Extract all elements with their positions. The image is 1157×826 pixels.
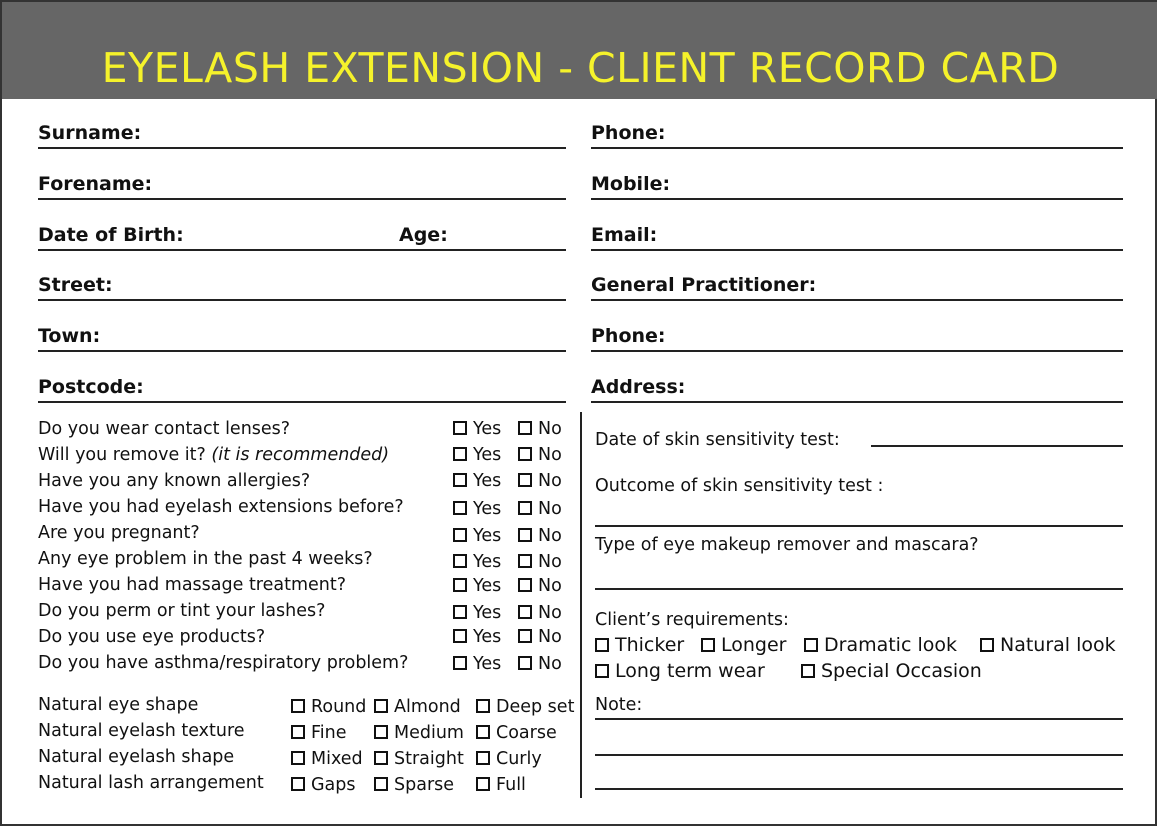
checkbox-icon [804, 638, 818, 652]
requirement-natural-look[interactable]: Natural look [980, 633, 1116, 657]
requirement-thicker[interactable]: Thicker [595, 633, 684, 657]
checkbox-icon [453, 447, 467, 461]
town-field[interactable] [38, 314, 566, 352]
checkbox-icon [453, 554, 467, 568]
no-checkbox-7[interactable]: No [518, 574, 562, 598]
note-line-2[interactable] [595, 754, 1123, 756]
requirement-long-term-wear[interactable]: Long term wear [595, 659, 765, 683]
yes-checkbox-5[interactable]: Yes [453, 524, 501, 548]
checkbox-icon [453, 421, 467, 435]
checkbox-icon [374, 725, 388, 739]
checkbox-icon [453, 528, 467, 542]
note-label: Note: [595, 695, 643, 715]
checkbox-icon [453, 578, 467, 592]
checkbox-icon [476, 699, 490, 713]
option-round[interactable]: Round [291, 695, 366, 719]
skin-test-date-label: Date of skin sensitivity test: [595, 430, 840, 450]
question-eye-problem: Any eye problem in the past 4 weeks? [38, 549, 373, 569]
address-label: Address: [591, 376, 686, 398]
checkbox-icon [291, 725, 305, 739]
no-checkbox-4[interactable]: No [518, 497, 562, 521]
date-of-birth-field[interactable] [38, 213, 566, 251]
question-remove-lenses-note: (it is recommended) [211, 445, 390, 465]
checkbox-icon [453, 605, 467, 619]
yes-checkbox-7[interactable]: Yes [453, 574, 501, 598]
question-pregnant: Are you pregnant? [38, 523, 200, 543]
postcode-label: Postcode: [38, 376, 144, 398]
skin-test-date-line[interactable] [871, 445, 1123, 447]
checkbox-icon [374, 699, 388, 713]
question-massage: Have you had massage treatment? [38, 575, 347, 595]
checkbox-icon [518, 629, 532, 643]
checkbox-icon [453, 629, 467, 643]
checkbox-icon [291, 751, 305, 765]
requirement-special-occasion[interactable]: Special Occasion [801, 659, 982, 683]
general-practitioner-label: General Practitioner: [591, 274, 817, 296]
natural-lash-arrangement-label: Natural lash arrangement [38, 773, 264, 793]
date-of-birth-label: Date of Birth: [38, 224, 184, 246]
no-checkbox-9[interactable]: No [518, 625, 562, 649]
no-checkbox-1[interactable]: No [518, 417, 562, 441]
checkbox-icon [291, 777, 305, 791]
option-gaps[interactable]: Gaps [291, 773, 356, 797]
address-field[interactable] [591, 365, 1123, 403]
checkbox-icon [595, 664, 609, 678]
option-sparse[interactable]: Sparse [374, 773, 454, 797]
checkbox-icon [518, 501, 532, 515]
checkbox-icon [980, 638, 994, 652]
option-full[interactable]: Full [476, 773, 526, 797]
no-checkbox-8[interactable]: No [518, 601, 562, 625]
checkbox-icon [453, 473, 467, 487]
natural-eyelash-texture-label: Natural eyelash texture [38, 721, 245, 741]
no-checkbox-3[interactable]: No [518, 469, 562, 493]
mobile-field[interactable] [591, 162, 1123, 200]
mobile-label: Mobile: [591, 173, 671, 195]
note-line-1[interactable] [595, 718, 1123, 720]
checkbox-icon [518, 605, 532, 619]
requirement-longer[interactable]: Longer [701, 633, 786, 657]
option-straight[interactable]: Straight [374, 747, 464, 771]
question-remove-lenses-text: Will you remove it? [38, 445, 206, 465]
checkbox-icon [518, 421, 532, 435]
yes-checkbox-10[interactable]: Yes [453, 652, 501, 676]
yes-checkbox-2[interactable]: Yes [453, 443, 501, 467]
phone-label: Phone: [591, 122, 666, 144]
question-remove-lenses [38, 443, 389, 467]
skin-test-outcome-line[interactable] [595, 525, 1123, 527]
option-almond[interactable]: Almond [374, 695, 461, 719]
card-header [2, 2, 1157, 99]
yes-checkbox-9[interactable]: Yes [453, 625, 501, 649]
question-eye-products: Do you use eye products? [38, 627, 266, 647]
column-divider [580, 412, 582, 798]
email-field[interactable] [591, 213, 1123, 251]
card-title: EYELASH EXTENSION - CLIENT RECORD CARD [101, 44, 1060, 92]
email-label: Email: [591, 224, 658, 246]
yes-checkbox-1[interactable]: Yes [453, 417, 501, 441]
checkbox-icon [374, 777, 388, 791]
age-label: Age: [399, 224, 448, 246]
street-label: Street: [38, 274, 113, 296]
surname-label: Surname: [38, 122, 142, 144]
makeup-remover-label: Type of eye makeup remover and mascara? [595, 535, 979, 555]
skin-test-outcome-label: Outcome of skin sensitivity test : [595, 476, 884, 496]
checkbox-icon [476, 777, 490, 791]
yes-checkbox-8[interactable]: Yes [453, 601, 501, 625]
note-line-3[interactable] [595, 788, 1123, 790]
postcode-field[interactable] [38, 365, 566, 403]
option-mixed[interactable]: Mixed [291, 747, 363, 771]
checkbox-icon [595, 638, 609, 652]
town-label: Town: [38, 325, 101, 347]
client-requirements-label: Client’s requirements: [595, 610, 789, 630]
question-previous-extensions: Have you had eyelash extensions before? [38, 497, 404, 517]
checkbox-icon [453, 656, 467, 670]
option-curly[interactable]: Curly [476, 747, 542, 771]
checkbox-icon [518, 656, 532, 670]
question-allergies: Have you any known allergies? [38, 471, 311, 491]
natural-eyelash-shape-label: Natural eyelash shape [38, 747, 235, 767]
surname-field[interactable] [38, 111, 566, 149]
natural-eye-shape-label: Natural eye shape [38, 695, 199, 715]
requirement-dramatic-look[interactable]: Dramatic look [804, 633, 957, 657]
no-checkbox-6[interactable]: No [518, 550, 562, 574]
checkbox-icon [518, 554, 532, 568]
question-contact-lenses: Do you wear contact lenses? [38, 419, 291, 439]
checkbox-icon [476, 725, 490, 739]
option-fine[interactable]: Fine [291, 721, 347, 745]
checkbox-icon [453, 501, 467, 515]
checkbox-icon [801, 664, 815, 678]
checkbox-icon [518, 578, 532, 592]
no-checkbox-5[interactable]: No [518, 524, 562, 548]
forename-field[interactable] [38, 162, 566, 200]
option-coarse[interactable]: Coarse [476, 721, 557, 745]
makeup-remover-line[interactable] [595, 588, 1123, 590]
no-checkbox-10[interactable]: No [518, 652, 562, 676]
question-asthma: Do you have asthma/respiratory problem? [38, 653, 409, 673]
street-field[interactable] [38, 263, 566, 301]
option-deep-set[interactable]: Deep set [476, 695, 574, 719]
checkbox-icon [291, 699, 305, 713]
checkbox-icon [518, 473, 532, 487]
phone-field[interactable] [591, 111, 1123, 149]
general-practitioner-field[interactable] [591, 263, 1123, 301]
checkbox-icon [518, 447, 532, 461]
question-perm-tint: Do you perm or tint your lashes? [38, 601, 326, 621]
gp-phone-label: Phone: [591, 325, 666, 347]
yes-checkbox-6[interactable]: Yes [453, 550, 501, 574]
yes-checkbox-4[interactable]: Yes [453, 497, 501, 521]
forename-label: Forename: [38, 173, 153, 195]
checkbox-icon [374, 751, 388, 765]
no-checkbox-2[interactable]: No [518, 443, 562, 467]
checkbox-icon [701, 638, 715, 652]
checkbox-icon [476, 751, 490, 765]
yes-checkbox-3[interactable]: Yes [453, 469, 501, 493]
checkbox-icon [518, 528, 532, 542]
option-medium[interactable]: Medium [374, 721, 464, 745]
gp-phone-field[interactable] [591, 314, 1123, 352]
